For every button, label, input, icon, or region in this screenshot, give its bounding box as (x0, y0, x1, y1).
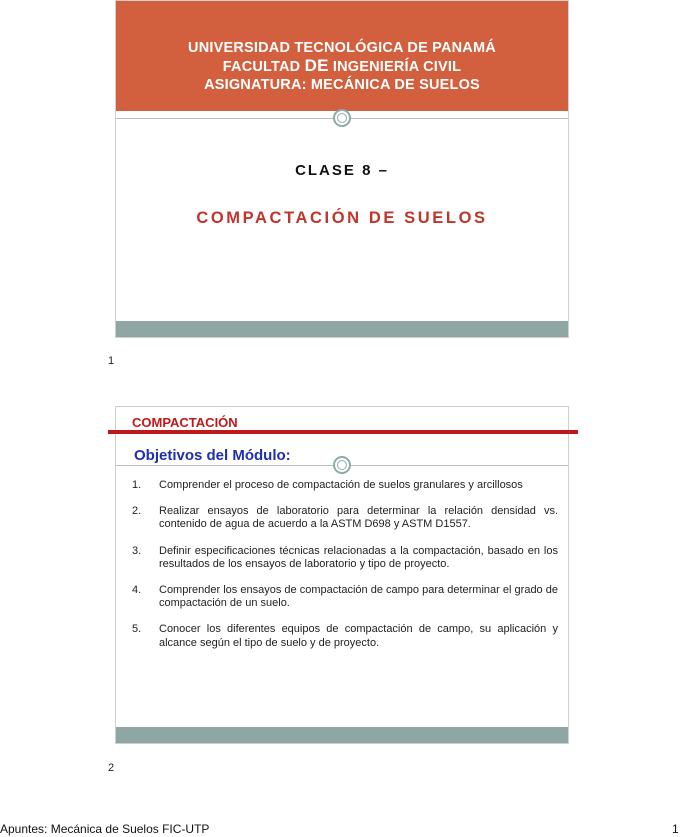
list-item: 2. Realizar ensayos de laboratorio para determinar la relación densidad vs. contenido de agua de acuerdo a la ASTM D698 y ASTM D1557. (132, 505, 558, 531)
page-footer-title: Apuntes: Mecánica de Suelos FIC-UTP (0, 822, 210, 836)
slide-number: 1 (108, 355, 115, 367)
objectives-list (132, 479, 558, 663)
class-label: CLASE 8 – (295, 162, 389, 179)
slide-number: 2 (108, 762, 115, 774)
list-item: 4. Comprender los ensayos de compactación de campo para determinar el grado de compactación de un suelo. (132, 584, 558, 610)
list-item: 3. Definir especificaciones técnicas relacionadas a la compactación, basado en los resultados de los ensayos de laboratorio y tipo de proyecto. (132, 544, 558, 570)
slide-footer-bar (116, 321, 568, 337)
slide-1-header (116, 1, 568, 111)
slide-footer-bar (116, 727, 568, 743)
faculty-name: FACULTAD DE INGENIERÍA CIVIL (222, 56, 462, 75)
slide-title: COMPACTACIÓN DE SUELOS (196, 209, 488, 227)
circle-ornament-icon (333, 109, 351, 127)
list-item: 5. Conocer los diferentes equipos de compactación de campo, su aplicación y alcance según el tipo de suelo y de proyecto. (132, 623, 558, 649)
circle-ornament-icon (333, 456, 351, 474)
slide-2 (115, 406, 569, 744)
slide-subtitle: Objetivos del Módulo: (134, 447, 291, 464)
slide-heading: COMPACTACIÓN (132, 415, 238, 430)
list-item: 1. Comprender el proceso de compactación de suelos granulares y arcillosos (132, 479, 523, 491)
heading-underline (108, 430, 578, 434)
course-name: ASIGNATURA: MECÁNICA DE SUELOS (204, 77, 480, 93)
slide-1 (115, 0, 569, 338)
page-number: 1 (672, 822, 679, 836)
university-name: UNIVERSIDAD TECNOLÓGICA DE PANAMÁ (188, 40, 496, 56)
